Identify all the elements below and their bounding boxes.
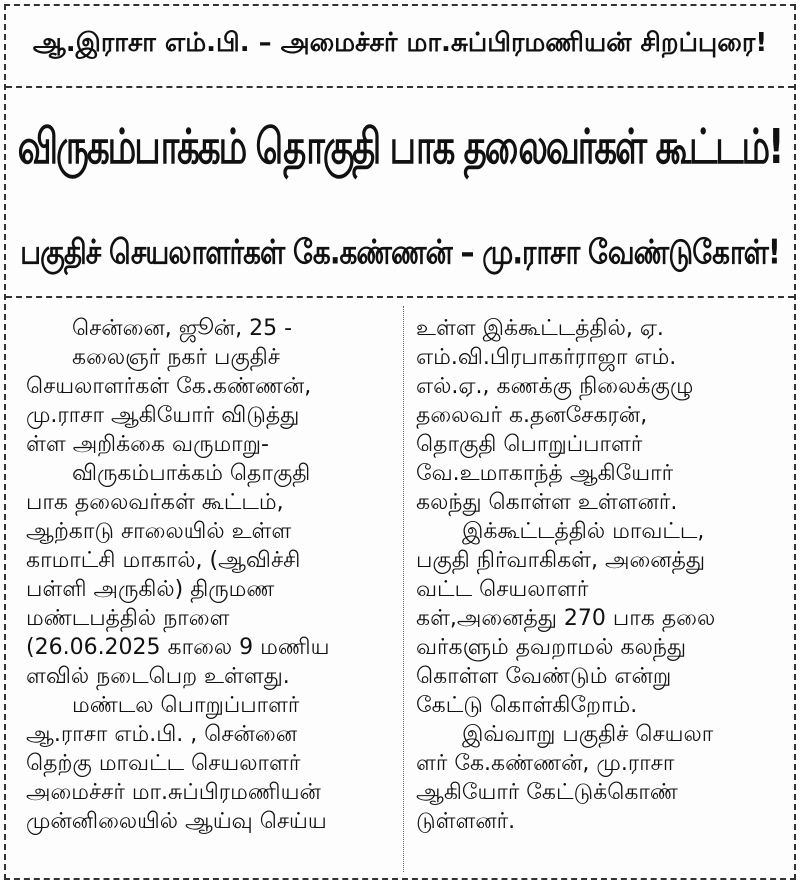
article-line: ஆ.ராசா எம்.பி. , சென்னை <box>26 722 298 747</box>
article-line: கேட்டு கொள்கிறோம். <box>416 693 638 718</box>
article-line: டுள்ளனர். <box>416 809 516 834</box>
article-line: பகுதி நிர்வாகிகள், அனைத்து <box>416 548 706 573</box>
dashed-divider <box>6 296 794 298</box>
article-line: உள்ள இக்கூட்டத்தில், ஏ. <box>416 316 664 341</box>
article-line: ஆகியோர் கேட்டுக்கொண் <box>416 780 678 805</box>
article-line: செயலாளர்கள் கே.கண்ணன், <box>26 374 312 399</box>
article-line: இவ்வாறு பகுதிச் செயலா <box>462 722 714 747</box>
article-line: தெற்கு மாவட்ட செயலாளர் <box>26 751 301 776</box>
article-line: இக்கூட்டத்தில் மாவட்ட, <box>462 519 705 544</box>
headline: விருகம்பாக்கம் தொகுதி பாக தலைவர்கள் கூட்டம்! <box>17 119 783 176</box>
article-line: ளர் கே.கண்ணன், மு.ராசா <box>416 751 675 776</box>
article-line: பாக தலைவர்கள் கூட்டம், <box>26 490 284 515</box>
article-line: காமாட்சி மாகால், (ஆவிச்சி <box>26 548 301 573</box>
article-line: வட்ட செயலாளர் <box>416 577 589 602</box>
article-line: வர்களும் தவறாமல் கலந்து <box>416 635 687 660</box>
article-line: விருகம்பாக்கம் தொகுதி <box>72 461 311 486</box>
article-line: தொகுதி பொறுப்பாளர் <box>416 432 643 457</box>
article-line: மண்டபத்தில் நாளை <box>26 606 230 631</box>
article-line: ளவில் நடைபெற உள்ளது. <box>26 664 290 689</box>
article-line: முன்னிலையில் ஆய்வு செய்ய <box>26 809 327 834</box>
article-line: எம்.வி.பிரபாகர்ராஜா எம். <box>416 345 677 370</box>
article-line: பள்ளி அருகில்) திருமண <box>26 577 275 602</box>
kicker-line: ஆ.இராசா எம்.பி. – அமைச்சர் மா.சுப்பிரமணியன் சிறப்புரை! <box>32 27 768 58</box>
article-line: சென்னை, ஜூன், 25 - <box>72 316 293 341</box>
subheadline: பகுதிச் செயலாளர்கள் கே.கண்ணன் – மு.ராசா வேண்டுகோள்! <box>20 231 780 272</box>
article-line: தலைவர் க.தனசேகரன், <box>416 403 648 428</box>
article-line: கலந்து கொள்ள உள்ளனர். <box>416 490 678 515</box>
article-line: ள்ள அறிக்கை வருமாறு- <box>26 432 269 457</box>
article-line: கள்,அனைத்து 270 பாக தலை <box>416 606 716 631</box>
column-divider <box>403 306 404 872</box>
article-line: கொள்ள வேண்டும் என்று <box>416 664 672 689</box>
article-line: வே.உமாகாந்த் ஆகியோர் <box>416 461 674 486</box>
article-line: மண்டல பொறுப்பாளர் <box>72 693 300 718</box>
news-clipping <box>4 4 796 880</box>
article-line: ஆற்காடு சாலையில் உள்ள <box>26 519 292 544</box>
article-line: அமைச்சர் மா.சுப்பிரமணியன் <box>26 780 321 805</box>
article-line: கலைஞர் நகர் பகுதிச் <box>72 345 280 370</box>
article-line: எல்.ஏ., கணக்கு நிலைக்குழு <box>416 374 694 399</box>
article-line: மு.ராசா ஆகியோர் விடுத்து <box>26 403 300 428</box>
article-column-right <box>416 314 786 836</box>
article-column-left <box>26 314 396 836</box>
article-line: (26.06.2025 காலை 9 மணிய <box>26 635 330 660</box>
